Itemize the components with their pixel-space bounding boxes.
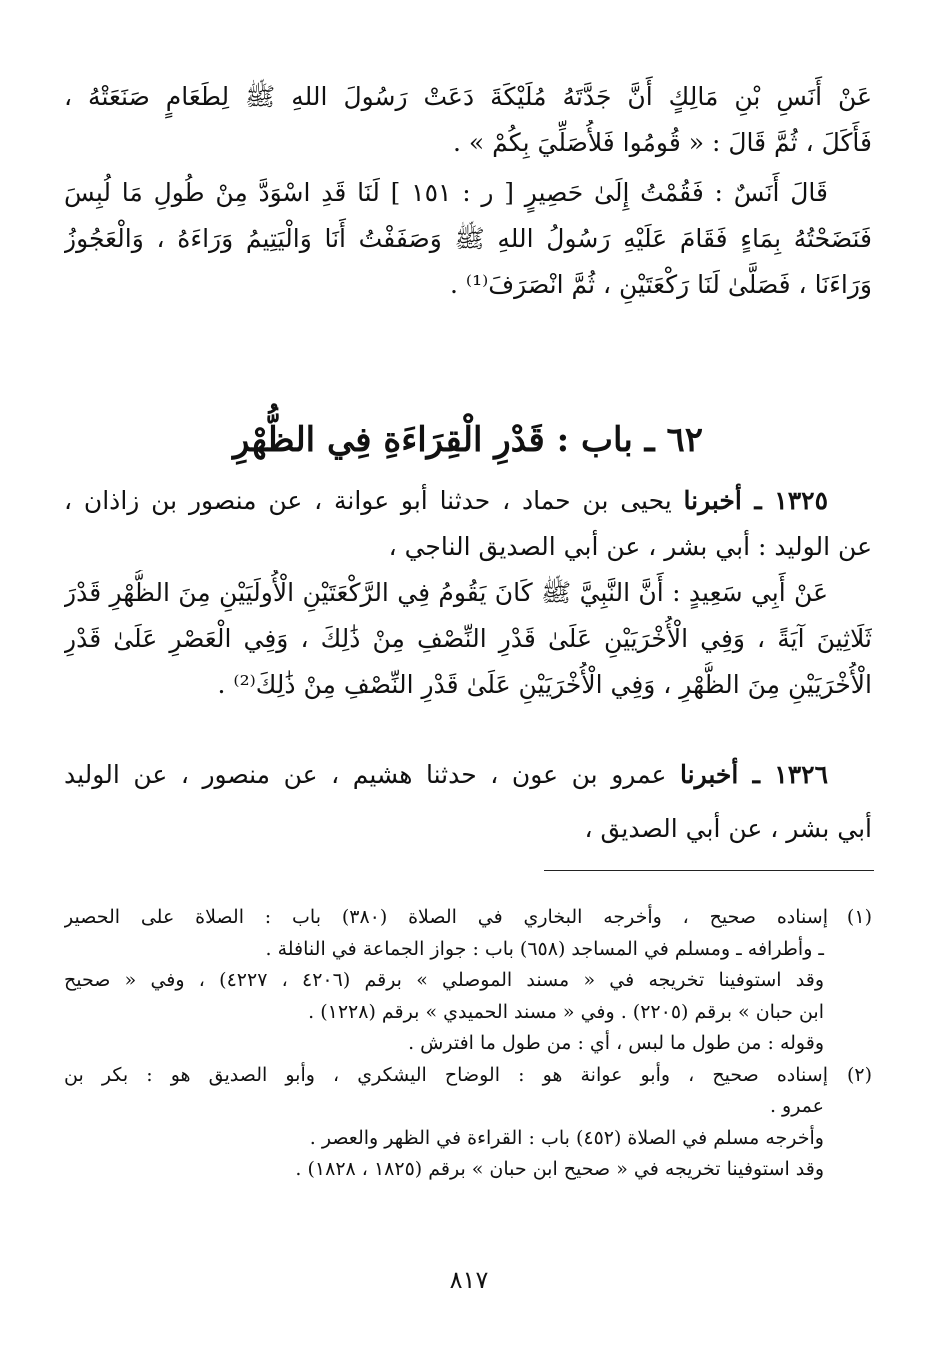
passage-line-2: فَأَكَلَ ، ثُمَّ قَالَ : « قُومُوا فَلأُصَلِّيَ بِكُمْ » . (453, 128, 872, 157)
footnote-separator (544, 870, 874, 871)
footnote-1-line-1-text: إسناده صحيح ، وأخرجه البخاري في الصلاة (٣٨٠) باب : الصلاة على الحصير (64, 906, 828, 928)
hadith-1325-line-2: عن الوليد : أبي بشر ، عن أبي الصديق الناجي ، (388, 532, 872, 561)
hadith-1325-line-4: ثَلَاثِينَ آيَةً ، وَفِي الْأُخْرَيَيْنِ عَلَىٰ قَدْرِ النِّصْفِ مِنْ ذَٰلِكَ ، وَفِي الْعَصْرِ عَلَىٰ قَدْرِ (64, 624, 872, 653)
passage-line-4: فَنَضَحْتُهُ بِمَاءٍ فَقَامَ عَلَيْهِ رَسُولُ اللهِ ﷺ وَصَفَفْتُ أَنَا وَالْيَتِيمُ وَرَاءَهُ ، وَالْعَجُوزُ (64, 224, 872, 253)
hadith-1325-line-1-text: يحيى بن حماد ، حدثنا أبو عوانة ، عن منصور بن زاذان ، (64, 486, 684, 515)
footnote-2-line-3: وأخرجه مسلم في الصلاة (٤٥٢) باب : القراءة في الظهر والعصر . (309, 1126, 824, 1149)
footnotes (64, 902, 872, 1186)
footnote-2-line-2: عمرو . (769, 1095, 824, 1117)
hadith-1326-line-1 (64, 752, 872, 798)
hadith-1326-line-1-text: عمرو بن عون ، حدثنا هشيم ، عن منصور ، عن الوليد (64, 760, 681, 789)
hadith-1325-line-5: الْأُخْرَيَيْنِ مِنَ الظُّهْرِ ، وَفِي الْأُخْرَيَيْنِ عَلَىٰ قَدْرِ النِّصْفِ مِنْ ذَٰلِكَ⁽²⁾ . (217, 670, 872, 699)
footnote-2-line-1 (64, 1060, 872, 1092)
hadith-1326 (64, 752, 872, 852)
hadith-1325 (64, 478, 872, 708)
footnote-1-line-4: ابن حبان » برقم (٢٢٠٥) . وفي « مسند الحميدي » برقم (١٢٢٨) . (308, 1000, 824, 1023)
passage-line-3: قَالَ أَنَسٌ : فَقُمْتُ إِلَىٰ حَصِيرٍ [ ر : ١٥١ ] لَنَا قَدِ اسْوَدَّ مِنْ طُولِ مَا لُبِسَ (64, 178, 829, 207)
hadith-1326-number: ١٣٢٦ ـ أخبرنا (680, 760, 829, 789)
footnote-1-line-3: وقد استوفينا تخريجه في « مسند الموصلي » برقم (٤٢٠٦ ، ٤٢٢٧) ، وفي « صحيح (64, 969, 824, 991)
footnote-2-marker: (٢) (846, 1063, 872, 1086)
passage-line-5: وَرَاءَنَا ، فَصَلَّىٰ لَنَا رَكْعَتَيْنِ ، ثُمَّ انْصَرَفَ⁽¹⁾ . (450, 270, 872, 299)
footnote-1-marker: (١) (846, 906, 872, 928)
chapter-heading: ٦٢ ـ باب : قَدْرِ الْقِرَاءَةِ فِي الظُّهْرِ (233, 420, 703, 460)
passage-line-1: عَنْ أَنَسِ بْنِ مَالِكٍ أَنَّ جَدَّتَهُ مُلَيْكَةَ دَعَتْ رَسُولَ اللهِ ﷺ لِطَعَامٍ صَنَعَتْهُ ، (64, 82, 872, 111)
hadith-1325-number: ١٣٢٥ ـ أخبرنا (683, 486, 828, 515)
hadith-1326-line-2: أبي بشر ، عن أبي الصديق ، (584, 814, 872, 843)
top-passage (64, 74, 872, 308)
hadith-1325-line-1 (64, 478, 872, 524)
hadith-1325-line-3: عَنْ أَبِي سَعِيدٍ : أَنَّ النَّبِيَّ ﷺ كَانَ يَقُومُ فِي الرَّكْعَتَيْنِ الْأُولَيَيْنِ مِنَ الظُّهْرِ قَدْرَ (64, 578, 828, 607)
footnote-1-line-5: وقوله : من طول ما لبس ، أي : من طول ما افترش . (408, 1032, 824, 1054)
footnote-1-line-1 (64, 902, 872, 934)
footnote-2-line-4: وقد استوفينا تخريجه في « صحيح ابن حبان » برقم (١٨٢٥ ، ١٨٢٨) . (295, 1158, 824, 1180)
footnote-1-line-2: ـ وأطرافه ـ ومسلم في المساجد (٦٥٨) باب : جواز الجماعة في النافلة . (265, 937, 824, 960)
footnote-2-line-1-text: إسناده صحيح ، وأبو عوانة هو : الوضاح اليشكري ، وأبو الصديق هو : بكر بن (64, 1063, 828, 1086)
page-number: ٨١٧ (449, 1266, 489, 1294)
